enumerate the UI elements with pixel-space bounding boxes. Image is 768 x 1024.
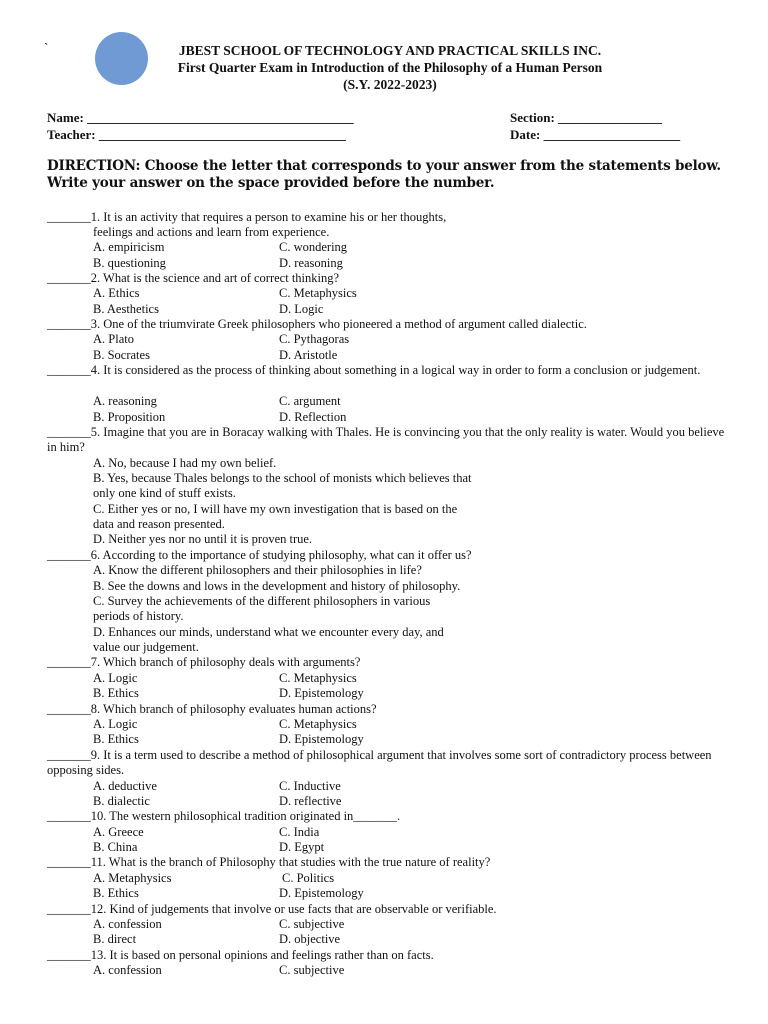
option: A. empiricism bbox=[93, 240, 165, 254]
option: A. Logic bbox=[93, 671, 138, 685]
option: B. Yes, because Thales belongs to the school of monists which believes that bbox=[93, 471, 472, 485]
option: A. confession bbox=[93, 917, 162, 931]
option: B. Ethics bbox=[93, 886, 139, 900]
option: C. Either yes or no, I will have my own investigation that is based on the bbox=[93, 502, 458, 516]
option: A. confession bbox=[93, 963, 162, 977]
option: D. Neither yes nor no until it is proven true. bbox=[93, 532, 313, 546]
school-logo bbox=[95, 32, 148, 85]
option: D. Epistemology bbox=[279, 686, 364, 700]
school-year: (S.Y. 2022-2023) bbox=[343, 77, 437, 92]
question-2: _______2. What is the science and art of correct thinking? bbox=[47, 271, 340, 285]
option: D. reflective bbox=[279, 794, 342, 808]
option: C. Inductive bbox=[279, 779, 341, 793]
option: C. argument bbox=[279, 394, 341, 408]
option: B. direct bbox=[93, 932, 137, 946]
option: C. Politics bbox=[282, 871, 335, 885]
question-6: _______6. According to the importance of studying philosophy, what can it offer us? bbox=[47, 548, 472, 562]
option: D. reasoning bbox=[279, 256, 343, 270]
option-continued: only one kind of stuff exists. bbox=[93, 486, 236, 500]
option: A. No, because I had my own belief. bbox=[93, 456, 277, 470]
option: D. Enhances our minds, understand what we encounter every day, and bbox=[93, 625, 444, 639]
question-9: _______9. It is a term used to describe a method of philosophical argument that involves some sort of contradictory process between opposing sides. bbox=[47, 748, 712, 778]
option: B. Proposition bbox=[93, 410, 166, 424]
question-11: _______11. What is the branch of Philosophy that studies with the true nature of reality? bbox=[47, 855, 491, 869]
stray-mark: ` bbox=[44, 40, 49, 55]
option: D. Reflection bbox=[279, 410, 347, 424]
question-12: _______12. Kind of judgements that involve or use facts that are observable or verifiable. bbox=[47, 902, 497, 916]
option: B. Ethics bbox=[93, 686, 139, 700]
option: D. Epistemology bbox=[279, 732, 364, 746]
date-field[interactable]: Date: _____________________ bbox=[510, 127, 681, 142]
option: C. subjective bbox=[279, 917, 345, 931]
option: C. Survey the achievements of the different philosophers in various bbox=[93, 594, 431, 608]
option: A. Ethics bbox=[93, 286, 140, 300]
option: A. Metaphysics bbox=[93, 871, 172, 885]
question-7: _______7. Which branch of philosophy deals with arguments? bbox=[47, 655, 361, 669]
question-4: _______4. It is considered as the process of thinking about something in a logical way in order to form a conclusion or judgement. bbox=[47, 363, 701, 377]
option: D. Aristotle bbox=[279, 348, 338, 362]
option: B. China bbox=[93, 840, 138, 854]
question-5: _______5. Imagine that you are in Boracay walking with Thales. He is convincing you that the only reality is water. Would you believe in him? bbox=[47, 425, 725, 455]
option: B. Aesthetics bbox=[93, 302, 159, 316]
option: A. reasoning bbox=[93, 394, 157, 408]
question-13: _______13. It is based on personal opinions and feelings rather than on facts. bbox=[47, 948, 434, 962]
section-field[interactable]: Section: ________________ bbox=[510, 110, 663, 125]
question-10: _______10. The western philosophical tradition originated in_______. bbox=[47, 809, 401, 823]
option: D. Logic bbox=[279, 302, 324, 316]
exam-title: First Quarter Exam in Introduction of the Philosophy of a Human Person bbox=[177, 60, 603, 75]
option: B. Ethics bbox=[93, 732, 139, 746]
option: A. Logic bbox=[93, 717, 138, 731]
teacher-field[interactable]: Teacher: ______________________________________ bbox=[47, 127, 346, 142]
direction-text: DIRECTION: Choose the letter that corresponds to your answer from the statements below. Write your answer on the space provided before the number. bbox=[47, 158, 721, 191]
option: B. Socrates bbox=[93, 348, 150, 362]
question-8: _______8. Which branch of philosophy evaluates human actions? bbox=[47, 702, 377, 716]
option: D. Egypt bbox=[279, 840, 325, 854]
option: A. deductive bbox=[93, 779, 157, 793]
question-3: _______3. One of the triumvirate Greek philosophers who pioneered a method of argument called dialectic. bbox=[47, 317, 587, 331]
option: C. Metaphysics bbox=[279, 717, 357, 731]
school-name: JBEST SCHOOL OF TECHNOLOGY AND PRACTICAL SKILLS INC. bbox=[178, 43, 602, 58]
option: C. Metaphysics bbox=[279, 286, 357, 300]
option: C. India bbox=[279, 825, 320, 839]
option: A. Plato bbox=[93, 332, 134, 346]
question-1: _______1. It is an activity that requires a person to examine his or her thoughts, bbox=[47, 210, 447, 224]
option: B. See the downs and lows in the development and history of philosophy. bbox=[93, 579, 461, 593]
option: A. Know the different philosophers and their philosophies in life? bbox=[93, 563, 422, 577]
option: B. dialectic bbox=[93, 794, 150, 808]
option: D. objective bbox=[279, 932, 341, 946]
option-continued: periods of history. bbox=[93, 609, 184, 623]
option: C. subjective bbox=[279, 963, 345, 977]
name-field[interactable]: Name: _________________________________________ bbox=[47, 110, 354, 125]
option: C. Metaphysics bbox=[279, 671, 357, 685]
option-continued: value our judgement. bbox=[93, 640, 199, 654]
option: B. questioning bbox=[93, 256, 166, 270]
option: C. Pythagoras bbox=[279, 332, 350, 346]
option: D. Epistemology bbox=[279, 886, 364, 900]
question-1-continued: feelings and actions and learn from experience. bbox=[93, 225, 330, 239]
option-continued: data and reason presented. bbox=[93, 517, 225, 531]
option: C. wondering bbox=[279, 240, 348, 254]
option: A. Greece bbox=[93, 825, 144, 839]
